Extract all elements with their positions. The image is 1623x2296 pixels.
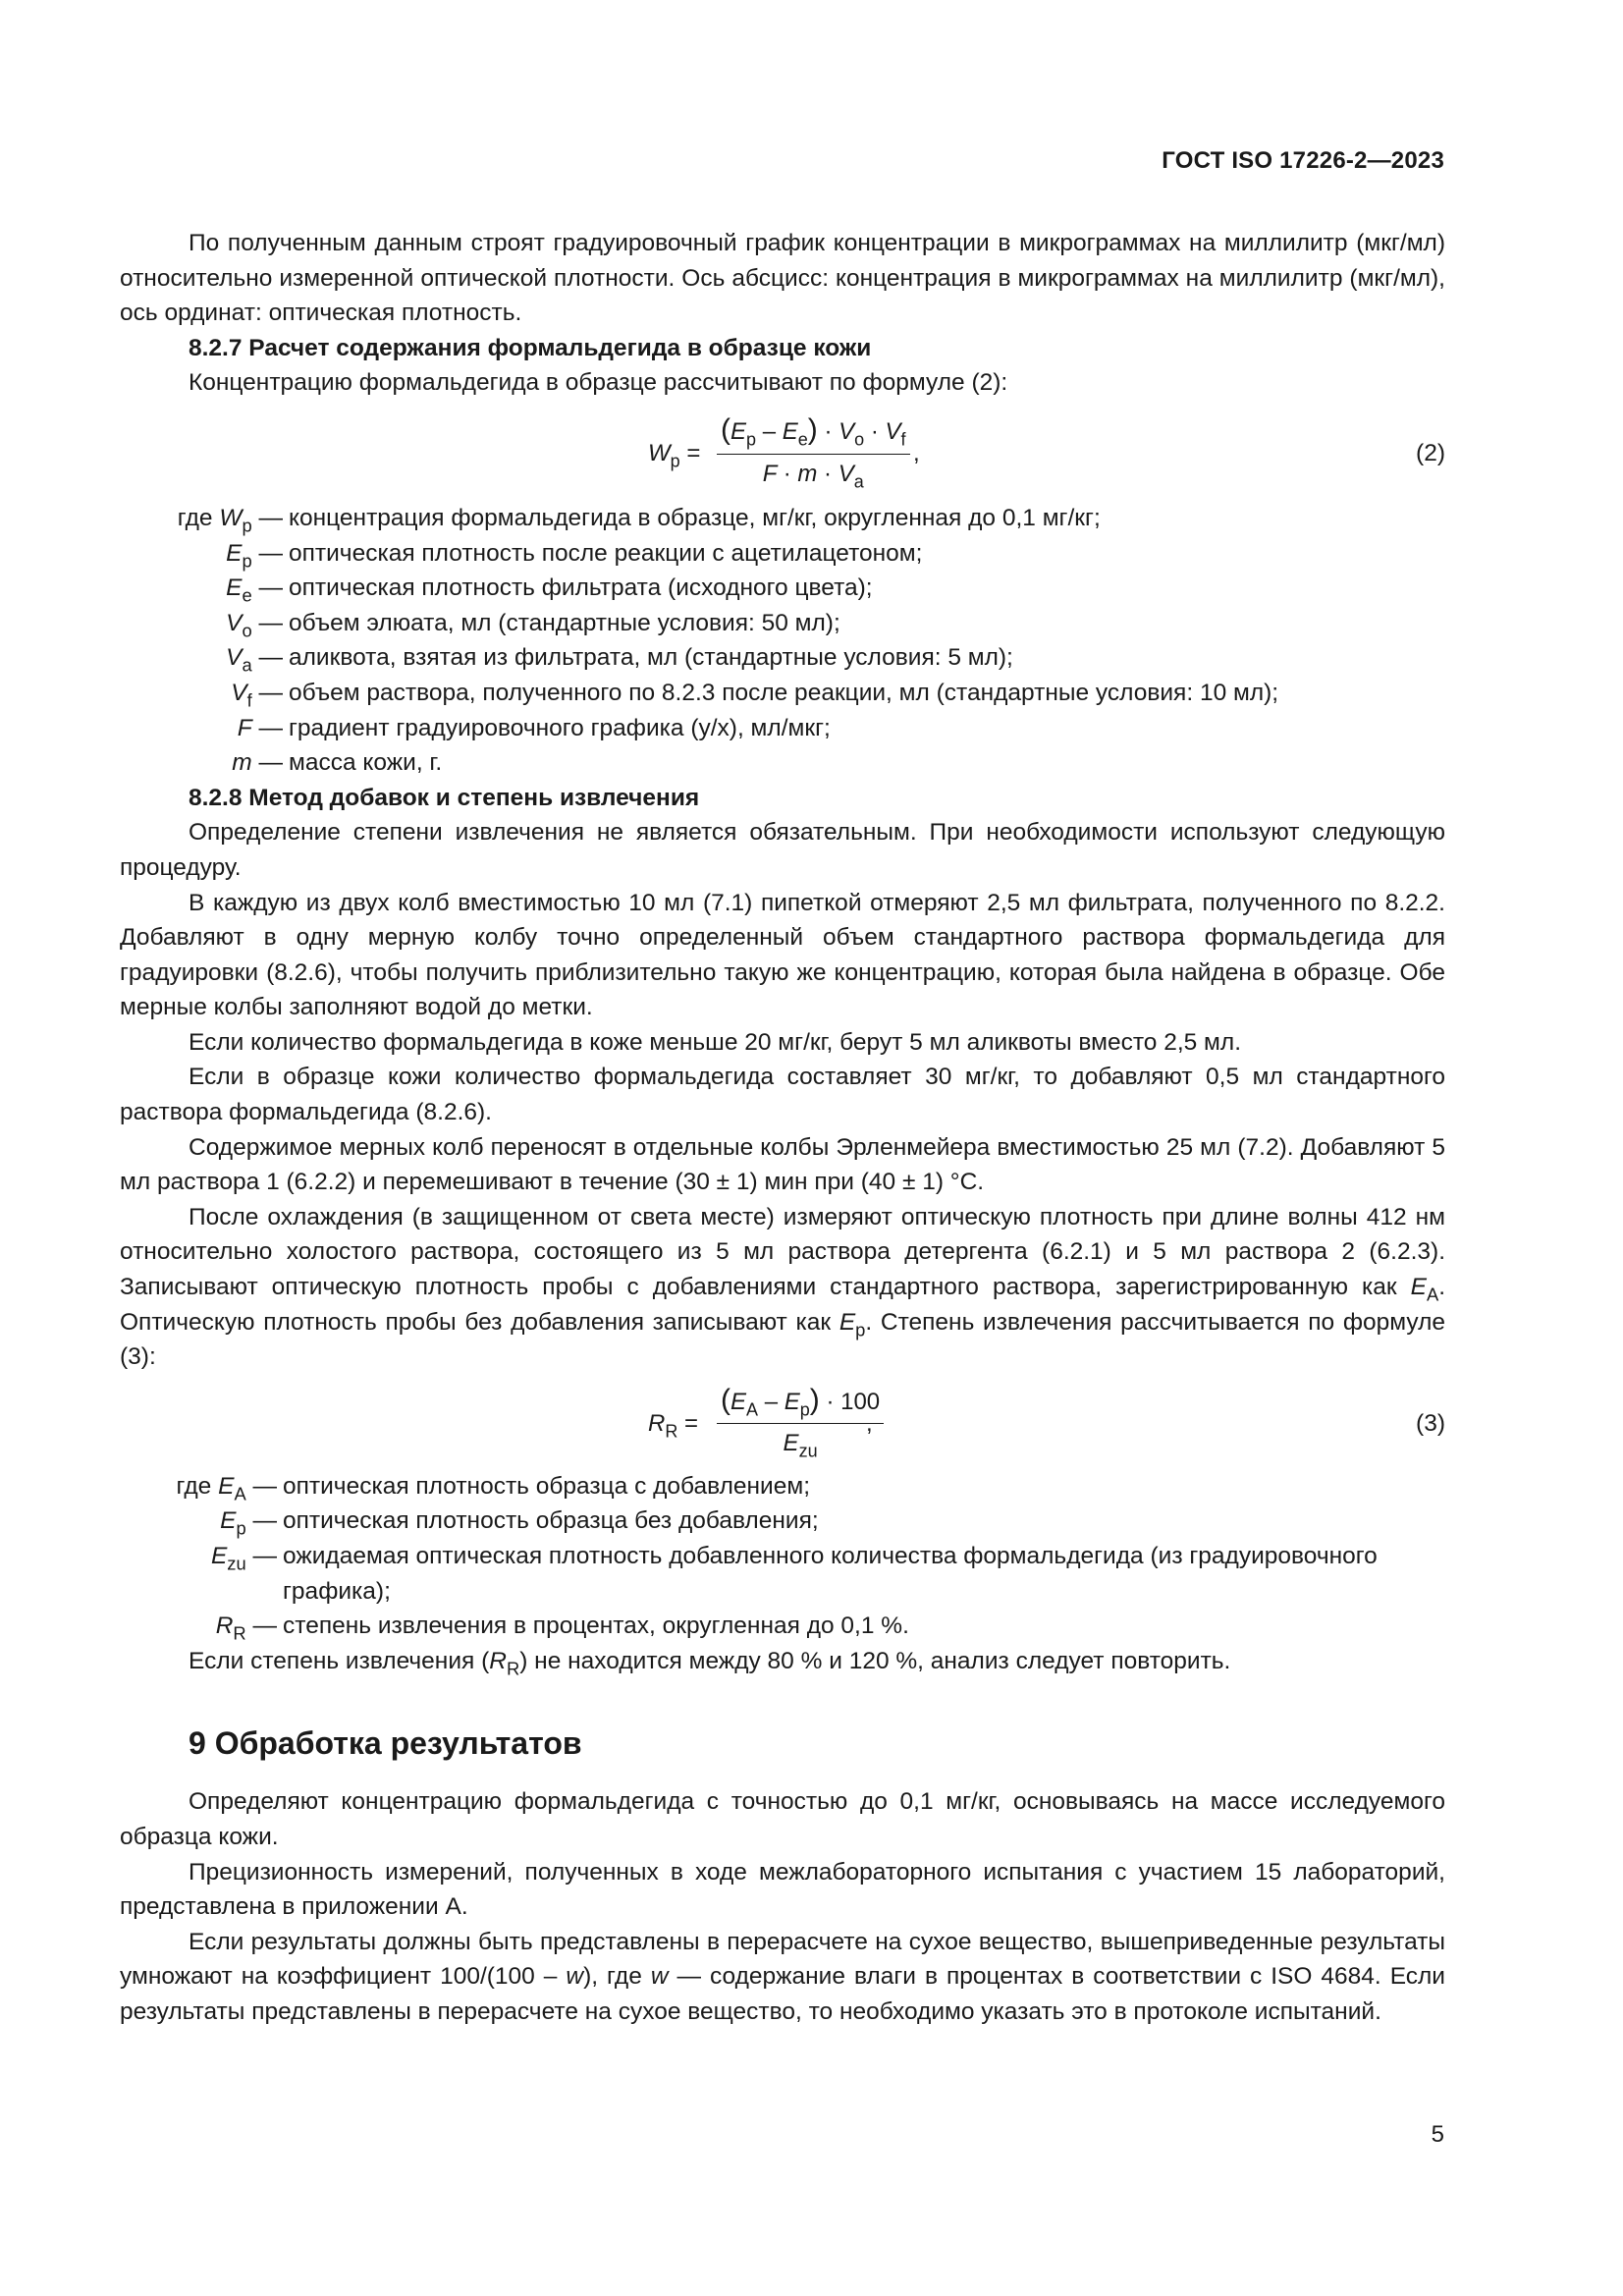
definition-item: $V_f$ — объем раствора, полученного по 8.2.3 после реакции, мл (стандартные условия: 10 мл); bbox=[231, 679, 1279, 711]
definition-item: F — градиент градуировочного графика (y/x), мл/мкг; bbox=[237, 714, 831, 741]
paragraph-dry-basis: Если результаты должны быть представлены в перерасчете на сухое вещество, вышеприведенные результаты умножают на коэффициент 100/(100 – w), где w — содержание влаги в процентах в соответствии с ISO 4684. Если результаты представлены в перерасчете на сухое вещество, то необходимо указать это в протоколе испытаний. bbox=[120, 1928, 1445, 2025]
formula-3-fraction: $(E_A - E_p) \cdot 100$ $E_{zu}$ bbox=[717, 1385, 884, 1461]
paragraph: Если в образце кожи количество формальдегида составляет 30 мг/кг, то добавляют 0,5 мл стандартного раствора формальдегида (8.2.6). bbox=[120, 1064, 1445, 1126]
definition-item: $V_a$ — аликвота, взятая из фильтрата, мл (стандартные условия: 5 мл); bbox=[226, 644, 1013, 676]
section-title-9: 9 Обработка результатов bbox=[189, 1725, 582, 1762]
definition-item: $R_R$ — степень извлечения в процентах, округленная до 0,1 %. bbox=[215, 1613, 909, 1644]
paragraph: Определение степени извлечения не является обязательным. При необходимости используют следующую процедуру. bbox=[120, 819, 1445, 881]
definition-item: где $W_p$ — концентрация формальдегида в образце, мг/кг, округленная до 0,1 мг/кг; bbox=[177, 504, 1101, 536]
definition-item: где $E_A$ — оптическая плотность образца с добавлением; bbox=[176, 1472, 811, 1504]
paragraph: В каждую из двух колб вместимостью 10 мл (7.1) пипеткой отмеряют 2,5 мл фильтрата, полученного по 8.2.2. Добавляют в одну мерную колбу точно определенный объем стандартного раствора формальдегида для градуировки (8.2.6), чтобы получить приблизительно такую же концентрацию, которая была найдена в образце. Обе мерные колбы заполняют водой до метки. bbox=[120, 889, 1445, 1021]
formula-2-intro: Концентрацию формальдегида в образце рассчитывают по формуле (2): bbox=[189, 369, 1008, 397]
paragraph-recovery-measurement: После охлаждения (в защищенном от света месте) измеряют оптическую плотность при длине волны 412 нм относительно холостого раствора, состоящего из 5 мл раствора детергента (6.2.1) и 5 мл раствора 2 (6.2.3). Записывают оптическую плотность пробы с добавлениями стандартного раствора, зарегистрированную как $E_A$. Оптическую плотность пробы без добавления записывают как $E_p$. Степень извлечения рассчитывается по формуле (3): bbox=[120, 1203, 1445, 1371]
formula-2-definitions bbox=[120, 501, 1445, 781]
definition-item: $E_e$ — оптическая плотность фильтрата (исходного цвета); bbox=[226, 574, 873, 606]
paragraph: Если количество формальдегида в коже меньше 20 мг/кг, берут 5 мл аликвоты вместо 2,5 мл. bbox=[189, 1028, 1242, 1056]
definition-item: $E_p$ — оптическая плотность после реакции с ацетилацетоном; bbox=[226, 539, 923, 571]
paragraph: Содержимое мерных колб переносят в отдельные колбы Эрленмейера вместимостью 25 мл (7.2). Добавляют 5 мл раствора 1 (6.2.2) и перемешивают в течение (30 ± 1) мин при (40 ± 1) °С. bbox=[120, 1133, 1445, 1196]
definition-item: $E_p$ — оптическая плотность образца без добавления; bbox=[220, 1507, 819, 1539]
standard-header: ГОСТ ISO 17226-2—2023 bbox=[1162, 147, 1444, 174]
paragraph: Определяют концентрацию формальдегида с точностью до 0,1 мг/кг, основываясь на массе исследуемого образца кожи. bbox=[120, 1788, 1445, 1850]
subsection-title-8-2-8: 8.2.8 Метод добавок и степень извлечения bbox=[189, 784, 700, 811]
paragraph: Прецизионность измерений, полученных в ходе межлабораторного испытания с участием 15 лабораторий, представлена в приложении А. bbox=[120, 1858, 1445, 1921]
formula-2-fraction: $\frac{(E_p - E_e) \cdot V_o \cdot V_f}{F \cdot m \cdot V_a}$ bbox=[717, 414, 910, 491]
definition-item: $E_{zu}$ — ожидаемая оптическая плотность добавленного количества формальдегида (из градуировочного графика); bbox=[210, 1543, 1378, 1605]
page-body bbox=[120, 226, 1445, 2030]
formula-3-definitions bbox=[120, 1469, 1445, 1644]
paragraph-calibration-graph: По полученным данным строят градуировочный график концентрации в микрограммах на миллилитр (мкг/мл) относительно измеренной оптической плотности. Ось абсцисс: концентрация в микрограммах на миллилитр (мкг/мл), ось ординат: оптическая плотность. bbox=[120, 230, 1445, 327]
subsection-title-8-2-7: 8.2.7 Расчет содержания формальдегида в образце кожи bbox=[189, 334, 872, 361]
formula-3: $R_R$ = $(E_A - E_p) \cdot 100$ $E_{zu}$ , (3) bbox=[648, 1383, 1445, 1461]
definition-item: $V_o$ — объем элюата, мл (стандартные условия: 50 мл); bbox=[226, 609, 840, 641]
definition-item: m — масса кожи, г. bbox=[232, 749, 443, 777]
formula-3-number: (3) bbox=[1416, 1409, 1445, 1437]
formula-2: $W_p$ = $\frac{(E_p - E_e) \cdot V_o \cdot V_f}{F \cdot m \cdot V_a}$ , (2) bbox=[648, 412, 1445, 491]
page-number: 5 bbox=[1431, 2121, 1444, 2148]
formula-2-number: (2) bbox=[1416, 439, 1445, 466]
paragraph-recovery-conclusion: Если степень извлечения $(R_R)$ не находится между 80 % и 120 %, анализ следует повторить. bbox=[189, 1647, 1231, 1679]
